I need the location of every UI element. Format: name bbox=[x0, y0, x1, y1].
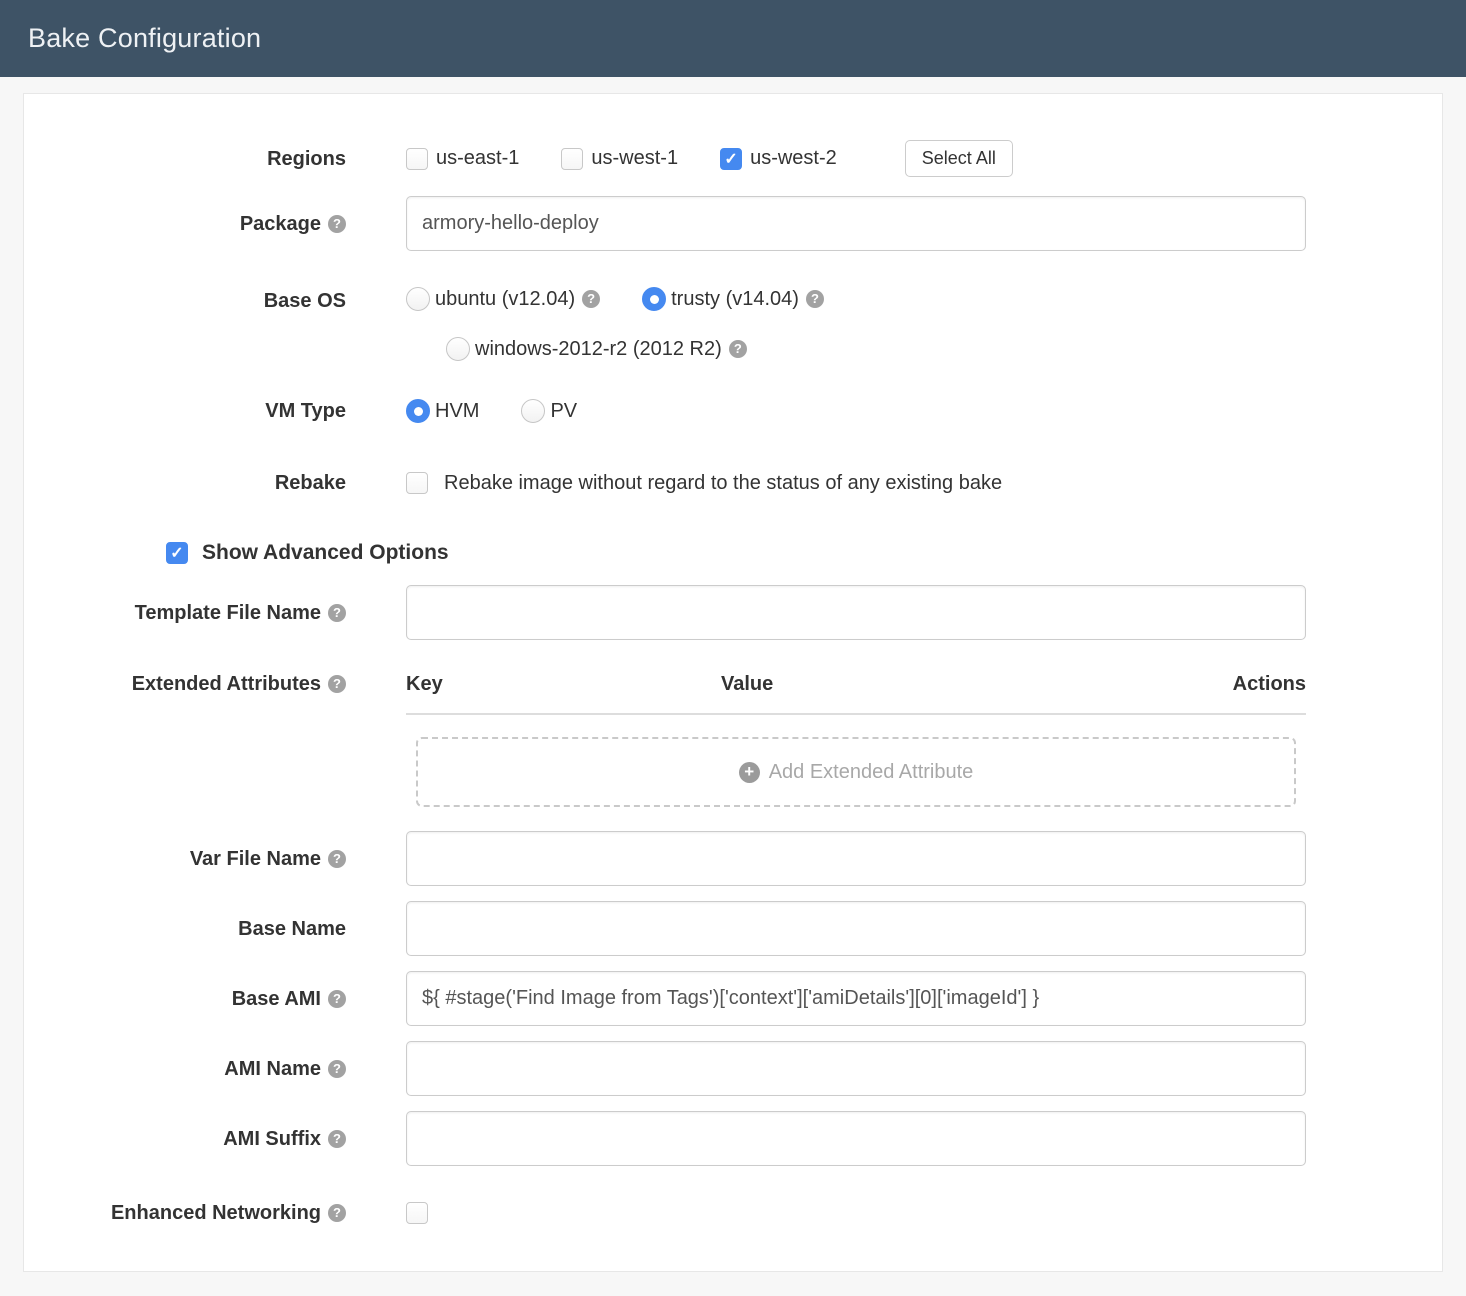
checkbox-icon[interactable] bbox=[406, 148, 428, 170]
var-file-name-label: Var File Name bbox=[189, 847, 321, 870]
add-extended-attribute-button[interactable] bbox=[416, 737, 1296, 807]
package-label: Package bbox=[239, 212, 321, 235]
add-extended-attribute-label: Add Extended Attribute bbox=[768, 760, 974, 783]
help-icon[interactable] bbox=[729, 340, 747, 358]
vm-type-option-label: PV bbox=[550, 399, 578, 422]
header-bar bbox=[0, 0, 1466, 77]
base-ami-label: Base AMI bbox=[231, 987, 321, 1010]
base-name-input[interactable] bbox=[406, 901, 1306, 956]
template-file-name-row bbox=[24, 585, 1442, 640]
template-file-name-label: Template File Name bbox=[134, 601, 321, 624]
vm-type-row bbox=[24, 397, 1442, 425]
vm-type-label: VM Type bbox=[265, 400, 346, 422]
enhanced-networking-checkbox[interactable] bbox=[406, 1202, 428, 1224]
ami-name-input[interactable] bbox=[406, 1041, 1306, 1096]
base-os-option-label: ubuntu (v12.04) bbox=[435, 287, 576, 310]
regions-row bbox=[24, 140, 1442, 177]
ami-name-label: AMI Name bbox=[224, 1057, 321, 1080]
base-os-option-windows-2012-r2[interactable] bbox=[446, 337, 747, 361]
help-icon[interactable] bbox=[328, 1060, 346, 1078]
checkbox-icon[interactable] bbox=[561, 148, 583, 170]
package-input[interactable] bbox=[406, 196, 1306, 251]
region-option-label: us-east-1 bbox=[436, 147, 520, 169]
column-header-value: Value bbox=[721, 673, 774, 695]
radio-icon[interactable] bbox=[521, 399, 545, 423]
extended-attributes-row bbox=[24, 670, 1442, 807]
help-icon[interactable] bbox=[328, 675, 346, 693]
rebake-checkbox-option[interactable] bbox=[406, 472, 1002, 495]
base-os-option-ubuntu[interactable] bbox=[406, 287, 600, 311]
base-os-option-label: trusty (v14.04) bbox=[671, 287, 799, 310]
select-all-button[interactable]: Select All bbox=[905, 140, 1013, 177]
template-file-name-input[interactable] bbox=[406, 585, 1306, 640]
radio-icon[interactable] bbox=[642, 287, 666, 311]
help-icon[interactable] bbox=[328, 1204, 346, 1222]
package-row bbox=[24, 196, 1442, 251]
enhanced-networking-row bbox=[24, 1199, 1442, 1227]
ami-suffix-label: AMI Suffix bbox=[223, 1127, 321, 1150]
radio-icon[interactable] bbox=[406, 287, 430, 311]
var-file-name-input[interactable] bbox=[406, 831, 1306, 886]
base-os-option-label: windows-2012-r2 (2012 R2) bbox=[475, 337, 722, 360]
extended-attributes-table bbox=[406, 670, 1306, 807]
column-header-actions: Actions bbox=[1232, 673, 1306, 695]
rebake-label: Rebake bbox=[274, 472, 346, 494]
help-icon[interactable] bbox=[328, 1130, 346, 1148]
bake-configuration-panel bbox=[23, 93, 1443, 1272]
vm-type-option-pv[interactable] bbox=[521, 399, 577, 423]
table-header-divider bbox=[406, 713, 1306, 715]
checkbox-icon[interactable] bbox=[406, 472, 428, 494]
radio-icon[interactable] bbox=[406, 399, 430, 423]
region-option-us-west-1[interactable] bbox=[561, 147, 678, 170]
extended-attributes-label: Extended Attributes bbox=[131, 673, 321, 695]
regions-label: Regions bbox=[267, 147, 346, 170]
base-name-label: Base Name bbox=[238, 917, 346, 940]
ami-name-row bbox=[24, 1041, 1442, 1096]
help-icon[interactable] bbox=[328, 604, 346, 622]
region-option-us-west-2[interactable] bbox=[720, 147, 837, 170]
base-name-row bbox=[24, 901, 1442, 956]
vm-type-option-hvm[interactable] bbox=[406, 399, 479, 423]
help-icon[interactable] bbox=[806, 290, 824, 308]
region-option-label: us-west-1 bbox=[591, 147, 679, 169]
base-ami-input[interactable] bbox=[406, 971, 1306, 1026]
vm-type-option-label: HVM bbox=[435, 399, 480, 422]
help-icon[interactable] bbox=[582, 290, 600, 308]
help-icon[interactable] bbox=[328, 990, 346, 1008]
show-advanced-options-row bbox=[24, 541, 1442, 565]
page-title: Bake Configuration bbox=[28, 23, 262, 53]
plus-circle-icon bbox=[739, 762, 760, 783]
checkbox-icon[interactable] bbox=[166, 542, 188, 564]
var-file-name-row bbox=[24, 831, 1442, 886]
help-icon[interactable] bbox=[328, 850, 346, 868]
column-header-key: Key bbox=[406, 673, 443, 695]
ami-suffix-row bbox=[24, 1111, 1442, 1166]
rebake-row bbox=[24, 469, 1442, 497]
base-os-label: Base OS bbox=[263, 290, 346, 312]
rebake-checkbox-label: Rebake image without regard to the status of any existing bake bbox=[444, 471, 1003, 494]
base-os-option-trusty[interactable] bbox=[642, 287, 824, 311]
extended-attributes-table-header bbox=[406, 670, 1306, 698]
checkbox-icon[interactable] bbox=[720, 148, 742, 170]
help-icon[interactable] bbox=[328, 215, 346, 233]
enhanced-networking-label: Enhanced Networking bbox=[110, 1202, 321, 1224]
ami-suffix-input[interactable] bbox=[406, 1111, 1306, 1166]
base-ami-row bbox=[24, 971, 1442, 1026]
region-option-us-east-1[interactable] bbox=[406, 147, 519, 170]
base-os-row bbox=[24, 287, 1442, 361]
show-advanced-options-checkbox[interactable] bbox=[166, 541, 449, 565]
show-advanced-options-label: Show Advanced Options bbox=[202, 541, 449, 564]
region-option-label: us-west-2 bbox=[750, 147, 837, 169]
radio-icon[interactable] bbox=[446, 337, 470, 361]
